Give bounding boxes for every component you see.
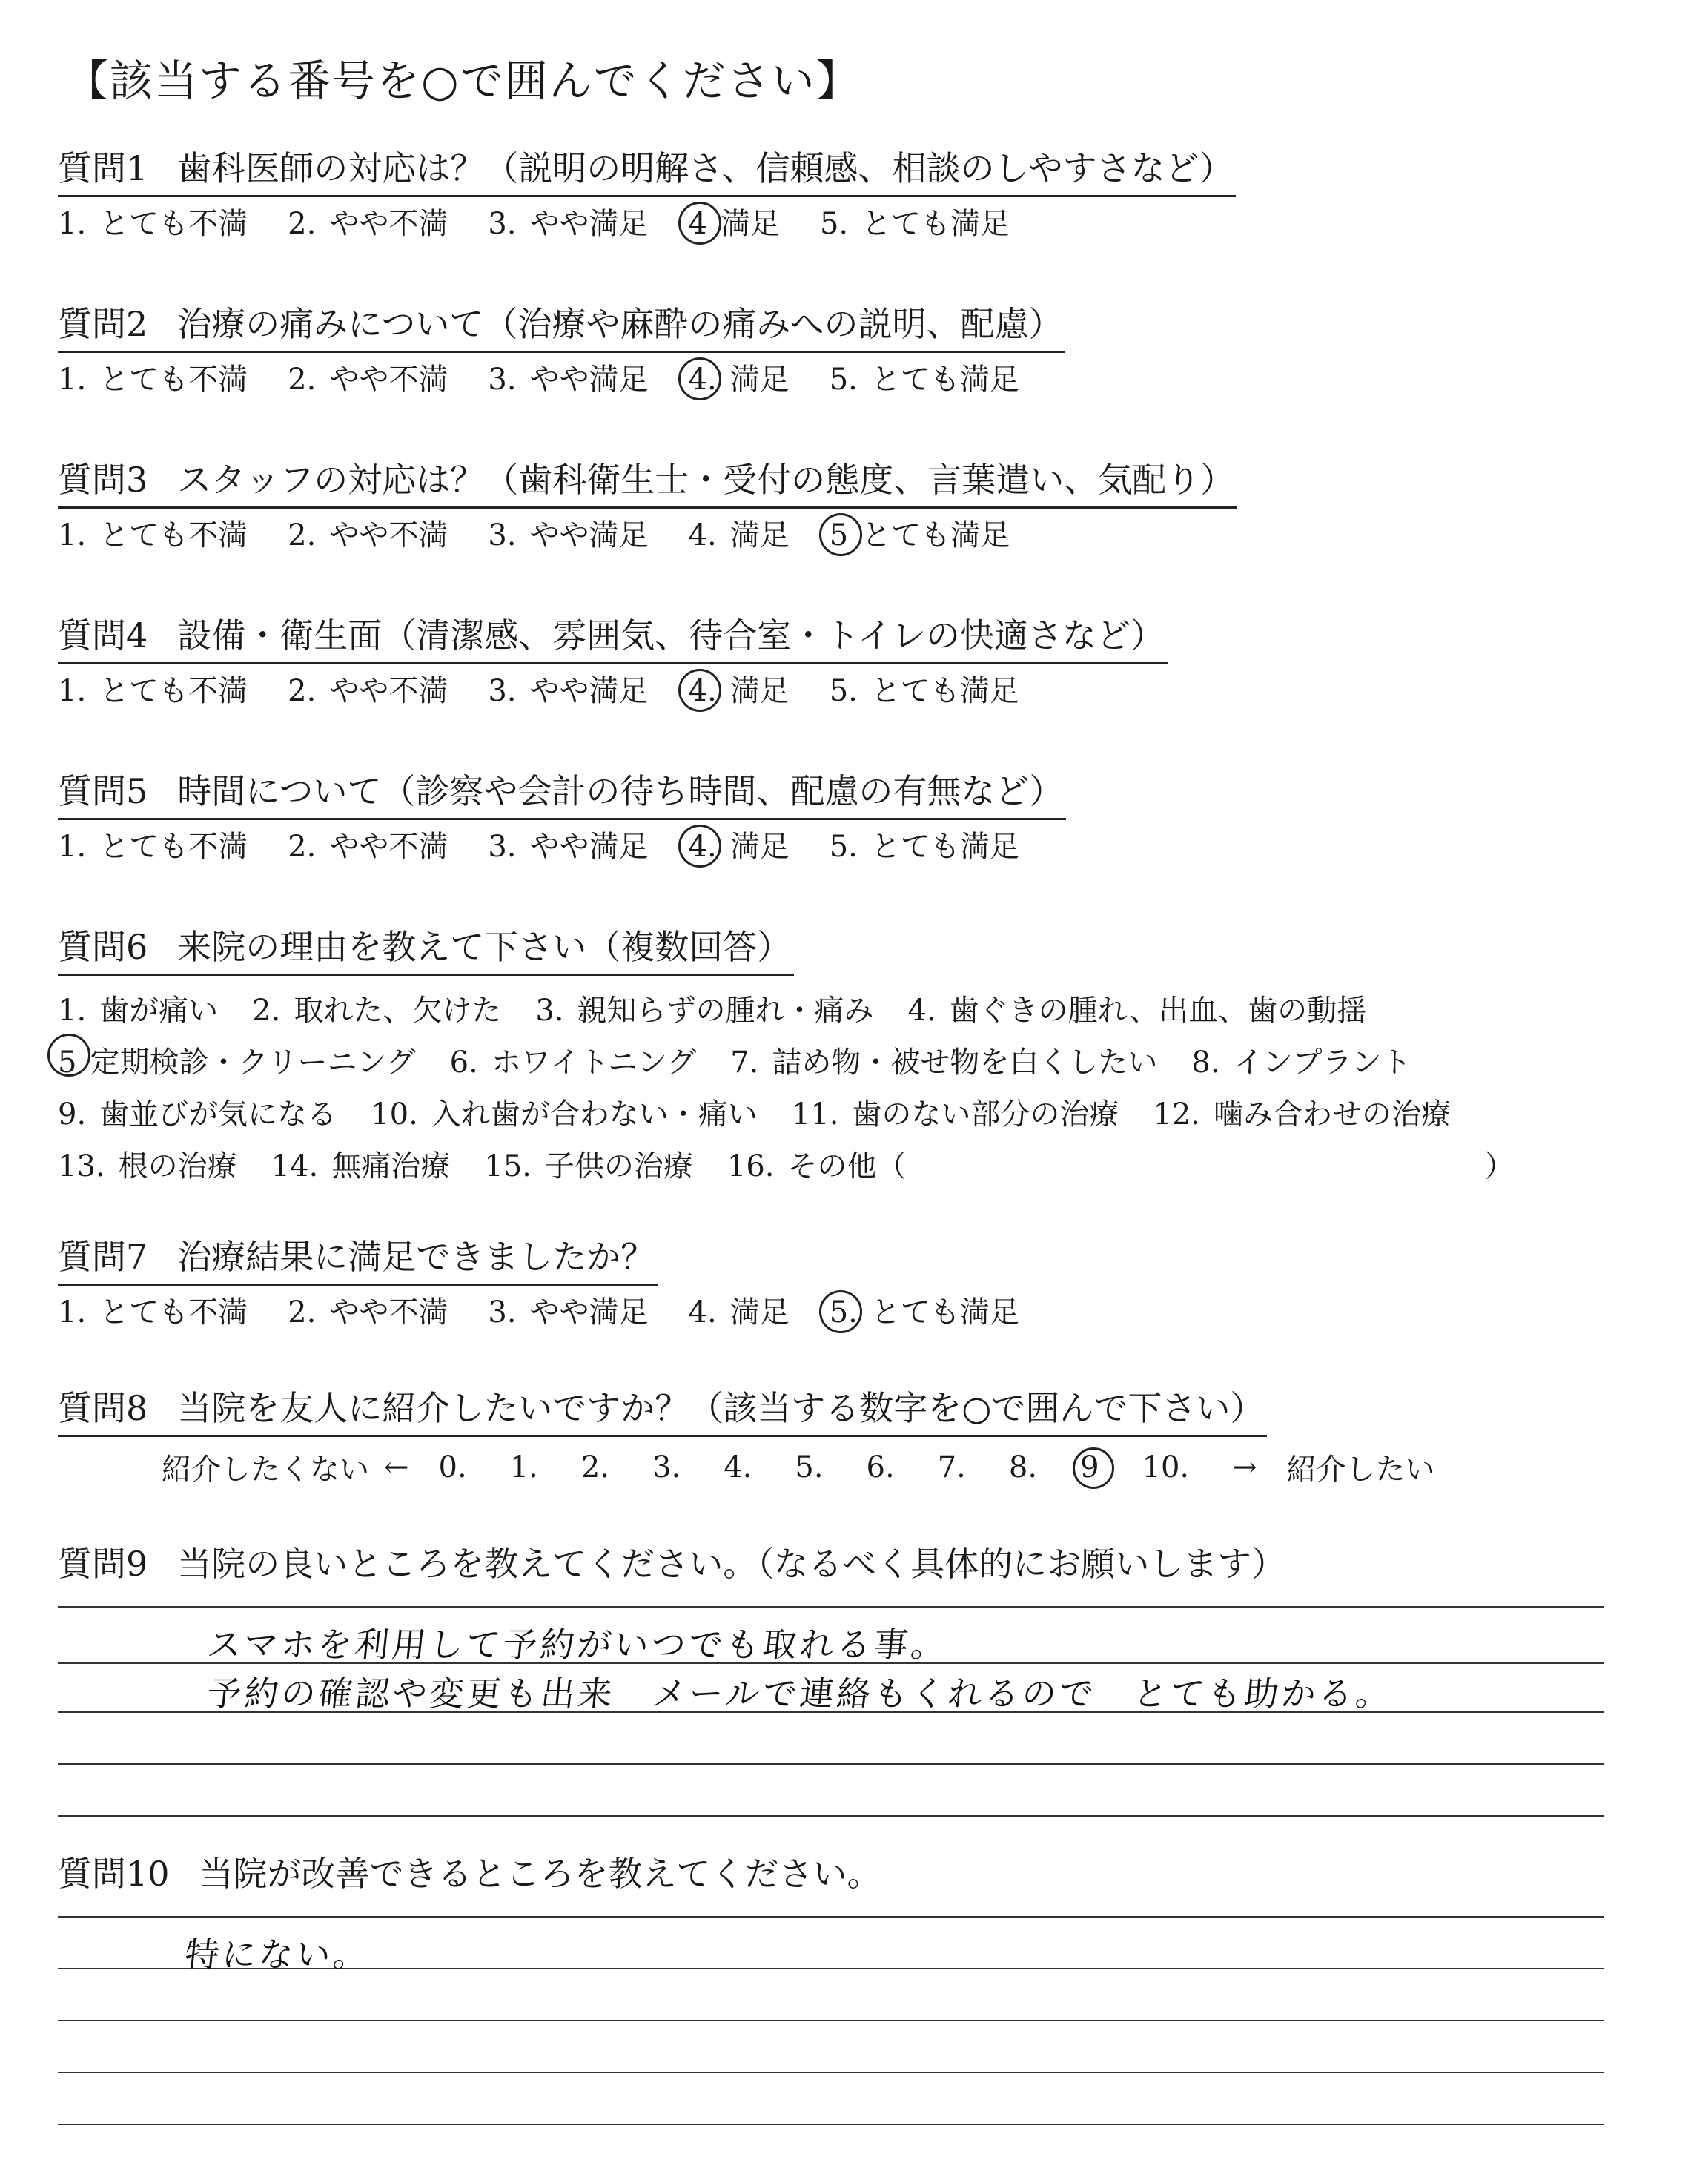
question-text: 来院の理由を教えて下さい（複数回答） (177, 927, 792, 967)
option-label: 満足 (729, 518, 790, 553)
question-6-title (58, 927, 794, 976)
handwritten-answer-line: 予約の確認や変更も出来 メールで連絡もくれるので とても助かる。 (205, 1674, 1395, 1714)
option-1[interactable] (58, 205, 248, 243)
option-number: 5. (829, 830, 858, 865)
option-label: 満足 (729, 830, 790, 865)
question-2 (58, 304, 1065, 399)
option-label: 子供の治療 (544, 1149, 693, 1184)
option-label: 無痛治療 (331, 1149, 451, 1184)
writing-line (58, 2020, 1604, 2021)
question-1 (58, 148, 1236, 243)
option-3[interactable] (488, 1293, 648, 1332)
option-label: とても満足 (861, 207, 1010, 242)
option-4[interactable] (908, 985, 1367, 1037)
question-number: 質問2 (58, 304, 148, 344)
option-number: 5. (829, 363, 858, 397)
option-label: 歯並びが気になる (99, 1097, 337, 1132)
question-4-options (58, 672, 1168, 710)
options-row (58, 1089, 1549, 1140)
option-1[interactable] (58, 1293, 248, 1332)
question-7 (58, 1237, 1059, 1332)
option-number: 3. (488, 1295, 517, 1330)
options-row (58, 985, 1549, 1037)
option-13[interactable] (58, 1140, 237, 1192)
question-2-options (58, 360, 1065, 399)
option-label: 定期検診・クリーニング (90, 1046, 416, 1080)
circled-option-number: 4. (689, 672, 717, 710)
option-number: 5. (829, 674, 858, 709)
option-5[interactable] (830, 360, 1019, 399)
option-label: 満足 (720, 207, 780, 242)
question-text: 当院の良いところを教えてください。（なるべく具体的にお願いします） (177, 1544, 1286, 1584)
option-3[interactable] (488, 672, 648, 710)
option-label: その他（ (787, 1149, 907, 1184)
option-4[interactable] (689, 516, 790, 555)
option-5[interactable] (830, 672, 1019, 710)
handwritten-answer-line: スマホを利用して予約がいつでも取れる事。 (205, 1625, 950, 1665)
circled-option-number: 5. (830, 1293, 858, 1332)
question-3 (58, 460, 1237, 555)
option-4-selected[interactable] (689, 360, 790, 399)
scale-option-2[interactable]: 2. (580, 1450, 610, 1484)
option-2[interactable] (288, 672, 448, 710)
scale-option-9-selected[interactable]: 9 (1080, 1450, 1099, 1484)
option-2[interactable] (288, 360, 448, 399)
question-number: 質問8 (58, 1388, 148, 1428)
option-label: とても不満 (99, 363, 248, 397)
circled-option-number: 4 (689, 205, 707, 243)
circled-option-number: 5 (58, 1037, 76, 1089)
option-number: 1. (58, 1295, 87, 1330)
recommend-scale (162, 1446, 1450, 1488)
options-row (58, 1140, 1549, 1192)
writing-line (58, 1815, 1604, 1817)
option-6[interactable] (450, 1037, 697, 1089)
circled-option-number: 4. (689, 360, 717, 399)
option-label: 入れ歯が合わない・痛い (431, 1097, 758, 1132)
question-text: 治療結果に満足できましたか？ (177, 1237, 655, 1277)
option-number: 5. (819, 207, 849, 242)
option-3[interactable] (488, 828, 648, 866)
option-5[interactable] (820, 205, 1010, 243)
option-label: やや満足 (529, 518, 649, 553)
option-label: やや不満 (329, 518, 448, 553)
option-label: やや満足 (529, 830, 649, 865)
question-4 (58, 615, 1168, 710)
option-label: とても不満 (99, 518, 248, 553)
option-label: 親知らずの腫れ・痛み (577, 994, 874, 1028)
question-3-title (58, 460, 1237, 509)
option-label: インプラント (1233, 1046, 1411, 1080)
option-number: 2. (288, 363, 317, 397)
option-3[interactable] (488, 516, 648, 555)
scale-option-10[interactable]: 10. (1142, 1450, 1190, 1484)
option-3[interactable] (488, 360, 648, 399)
question-number: 質問4 (58, 615, 148, 655)
option-label: やや不満 (329, 363, 448, 397)
scale-option-0[interactable]: 0. (438, 1450, 467, 1484)
question-4-title (58, 615, 1168, 664)
option-number: 1. (58, 363, 87, 397)
option-number: 8. (1191, 1046, 1220, 1080)
option-label: やや不満 (329, 207, 448, 242)
question-number: 質問9 (58, 1544, 148, 1584)
question-3-options (58, 516, 1237, 555)
option-number: 16. (726, 1149, 775, 1184)
question-number: 質問10 (58, 1854, 170, 1894)
question-number: 質問3 (58, 460, 148, 500)
option-number: 6. (449, 1046, 478, 1080)
question-number: 質問5 (58, 771, 148, 811)
option-number: 14. (271, 1149, 319, 1184)
option-label: とても不満 (99, 674, 248, 709)
option-5-selected[interactable] (830, 1293, 1019, 1332)
question-2-title (58, 304, 1065, 353)
option-label: とても不満 (99, 207, 248, 242)
scale-option-8[interactable]: 8. (1008, 1450, 1038, 1484)
option-2[interactable] (288, 828, 448, 866)
question-number: 質問7 (58, 1237, 148, 1277)
option-number: 2. (252, 994, 281, 1028)
writing-line (58, 1763, 1604, 1765)
writing-line (58, 2124, 1604, 2125)
option-number: 3. (488, 830, 517, 865)
question-number: 質問1 (58, 148, 148, 188)
options-row (58, 1037, 1549, 1089)
option-2[interactable] (252, 985, 501, 1037)
question-text: 時間について（診察や会計の待ち時間、配慮の有無など） (177, 771, 1064, 811)
option-4-selected[interactable] (689, 672, 790, 710)
question-1-title (58, 148, 1236, 197)
question-1-options (58, 205, 1236, 243)
option-8[interactable] (1191, 1037, 1411, 1089)
option-label: 満足 (729, 363, 790, 397)
question-text: 当院が改善できるところを教えてください。 (199, 1854, 881, 1894)
option-5-selected[interactable] (830, 516, 1010, 555)
writing-line (58, 2072, 1604, 2073)
option-label: やや満足 (529, 674, 649, 709)
option-4-selected[interactable] (689, 205, 780, 243)
option-2[interactable] (288, 1293, 448, 1332)
option-16[interactable] (727, 1140, 1515, 1192)
option-label: とても不満 (99, 830, 248, 865)
option-number: 3. (488, 207, 517, 242)
option-1[interactable] (58, 360, 248, 399)
option-number: 7. (730, 1046, 759, 1080)
option-5[interactable] (830, 828, 1019, 866)
option-11[interactable] (792, 1089, 1119, 1140)
question-8-title (58, 1388, 1267, 1437)
option-number: 3. (488, 674, 517, 709)
handwritten-answer-line: 特にない。 (182, 1935, 373, 1975)
right-arrow-icon: → (1232, 1450, 1257, 1484)
option-label: とても満足 (870, 830, 1019, 865)
scale-option-4[interactable]: 4. (724, 1450, 752, 1484)
option-label: ホワイトニング (491, 1046, 697, 1080)
option-label: やや満足 (529, 363, 649, 397)
option-5-selected[interactable] (58, 1037, 416, 1089)
question-text: 設備・衛生面（清潔感、雰囲気、待合室・トイレの快適さなど） (177, 615, 1165, 655)
option-label: 噛み合わせの治療 (1214, 1097, 1452, 1132)
option-label: やや不満 (329, 674, 448, 709)
option-label: とても満足 (861, 518, 1010, 553)
option-4-selected[interactable] (689, 828, 790, 866)
option-number: 3. (488, 518, 517, 553)
writing-line (58, 1916, 1604, 1918)
option-number: 15. (484, 1149, 532, 1184)
question-6-options (58, 985, 1549, 1192)
option-1[interactable] (58, 516, 248, 555)
option-number: 1. (58, 830, 87, 865)
option-number: 2. (288, 674, 317, 709)
option-label: やや不満 (329, 830, 448, 865)
option-number: 3. (535, 994, 564, 1028)
option-label: 根の治療 (118, 1149, 237, 1184)
option-10[interactable] (371, 1089, 758, 1140)
question-5 (58, 771, 1066, 866)
left-arrow-icon: ← (384, 1450, 409, 1484)
question-text: 歯科医師の対応は？（説明の明解さ、信頼感、相談のしやすさなど） (177, 148, 1234, 188)
option-1[interactable] (58, 985, 218, 1037)
option-label: やや満足 (529, 207, 649, 242)
option-number: 10. (371, 1097, 418, 1132)
page-title: 【該当する番号を○で囲んでください】 (65, 56, 861, 106)
option-1[interactable] (58, 828, 248, 866)
option-number: 4. (907, 994, 936, 1028)
question-9-title (58, 1544, 1288, 1591)
option-label: とても満足 (870, 1295, 1019, 1330)
option-2[interactable] (288, 516, 448, 555)
question-10-title (58, 1854, 884, 1900)
option-number: 2. (288, 518, 317, 553)
question-5-title (58, 771, 1066, 820)
question-8 (58, 1388, 1450, 1488)
option-label: やや不満 (329, 1295, 448, 1330)
option-label: 満足 (729, 674, 790, 709)
option-9[interactable] (58, 1089, 337, 1140)
scale-left-label: 紹介したくない (162, 1453, 369, 1487)
question-10 (58, 1854, 884, 1900)
option-12[interactable] (1153, 1089, 1451, 1140)
option-number: 13. (58, 1149, 105, 1184)
scale-option-6[interactable]: 6. (866, 1450, 895, 1484)
question-text: スタッフの対応は？（歯科衛生士・受付の態度、言葉遣い、気配り） (177, 460, 1235, 500)
option-number: 4. (688, 1295, 717, 1330)
option-3[interactable] (535, 985, 873, 1037)
question-9 (58, 1544, 1288, 1591)
option-4[interactable] (689, 1293, 790, 1332)
option-number: 1. (58, 518, 87, 553)
circled-option-number: 5 (830, 516, 848, 555)
option-label: 歯ぐきの腫れ、出血、歯の動揺 (949, 994, 1367, 1028)
close-paren: ） (1484, 1149, 1515, 1184)
question-5-options (58, 828, 1066, 866)
scale-option-7[interactable]: 7. (937, 1450, 966, 1484)
option-number: 2. (288, 1295, 317, 1330)
option-14[interactable] (271, 1140, 451, 1192)
option-number: 1. (58, 207, 87, 242)
option-15[interactable] (484, 1140, 693, 1192)
circled-option-number: 4. (689, 828, 717, 866)
writing-line (58, 1606, 1604, 1608)
option-label: 歯が痛い (99, 994, 219, 1028)
scale-option-3[interactable]: 3. (652, 1450, 681, 1484)
question-text: 当院を友人に紹介したいですか？（該当する数字を○で囲んで下さい） (177, 1388, 1265, 1428)
question-7-title (58, 1237, 658, 1286)
option-label: 詰め物・被せ物を白くしたい (772, 1046, 1158, 1080)
option-label: 取れた、欠けた (294, 994, 502, 1028)
option-number: 1. (58, 674, 87, 709)
option-label: やや満足 (529, 1295, 649, 1330)
option-number: 9. (58, 1097, 87, 1132)
question-7-options (58, 1293, 1059, 1332)
option-label: とても満足 (870, 674, 1019, 709)
option-7[interactable] (730, 1037, 1157, 1089)
question-6 (58, 927, 1549, 1192)
option-number: 1. (58, 994, 87, 1028)
option-3[interactable] (488, 205, 648, 243)
scale-option-5[interactable]: 5. (795, 1450, 824, 1484)
option-number: 4. (688, 518, 717, 553)
question-text: 治療の痛みについて（治療や麻酔の痛みへの説明、配慮） (177, 304, 1063, 344)
question-number: 質問6 (58, 927, 148, 967)
scale-option-1[interactable]: 1. (509, 1450, 538, 1484)
option-number: 2. (288, 207, 317, 242)
option-number: 11. (791, 1097, 839, 1132)
option-1[interactable] (58, 672, 248, 710)
option-label: 満足 (729, 1295, 790, 1330)
scale-right-label: 紹介したい (1286, 1453, 1435, 1487)
option-label: とても不満 (99, 1295, 248, 1330)
option-number: 12. (1153, 1097, 1201, 1132)
option-number: 2. (288, 830, 317, 865)
option-label: 歯のない部分の治療 (852, 1097, 1119, 1132)
option-2[interactable] (288, 205, 448, 243)
option-label: とても満足 (870, 363, 1019, 397)
option-number: 3. (488, 363, 517, 397)
